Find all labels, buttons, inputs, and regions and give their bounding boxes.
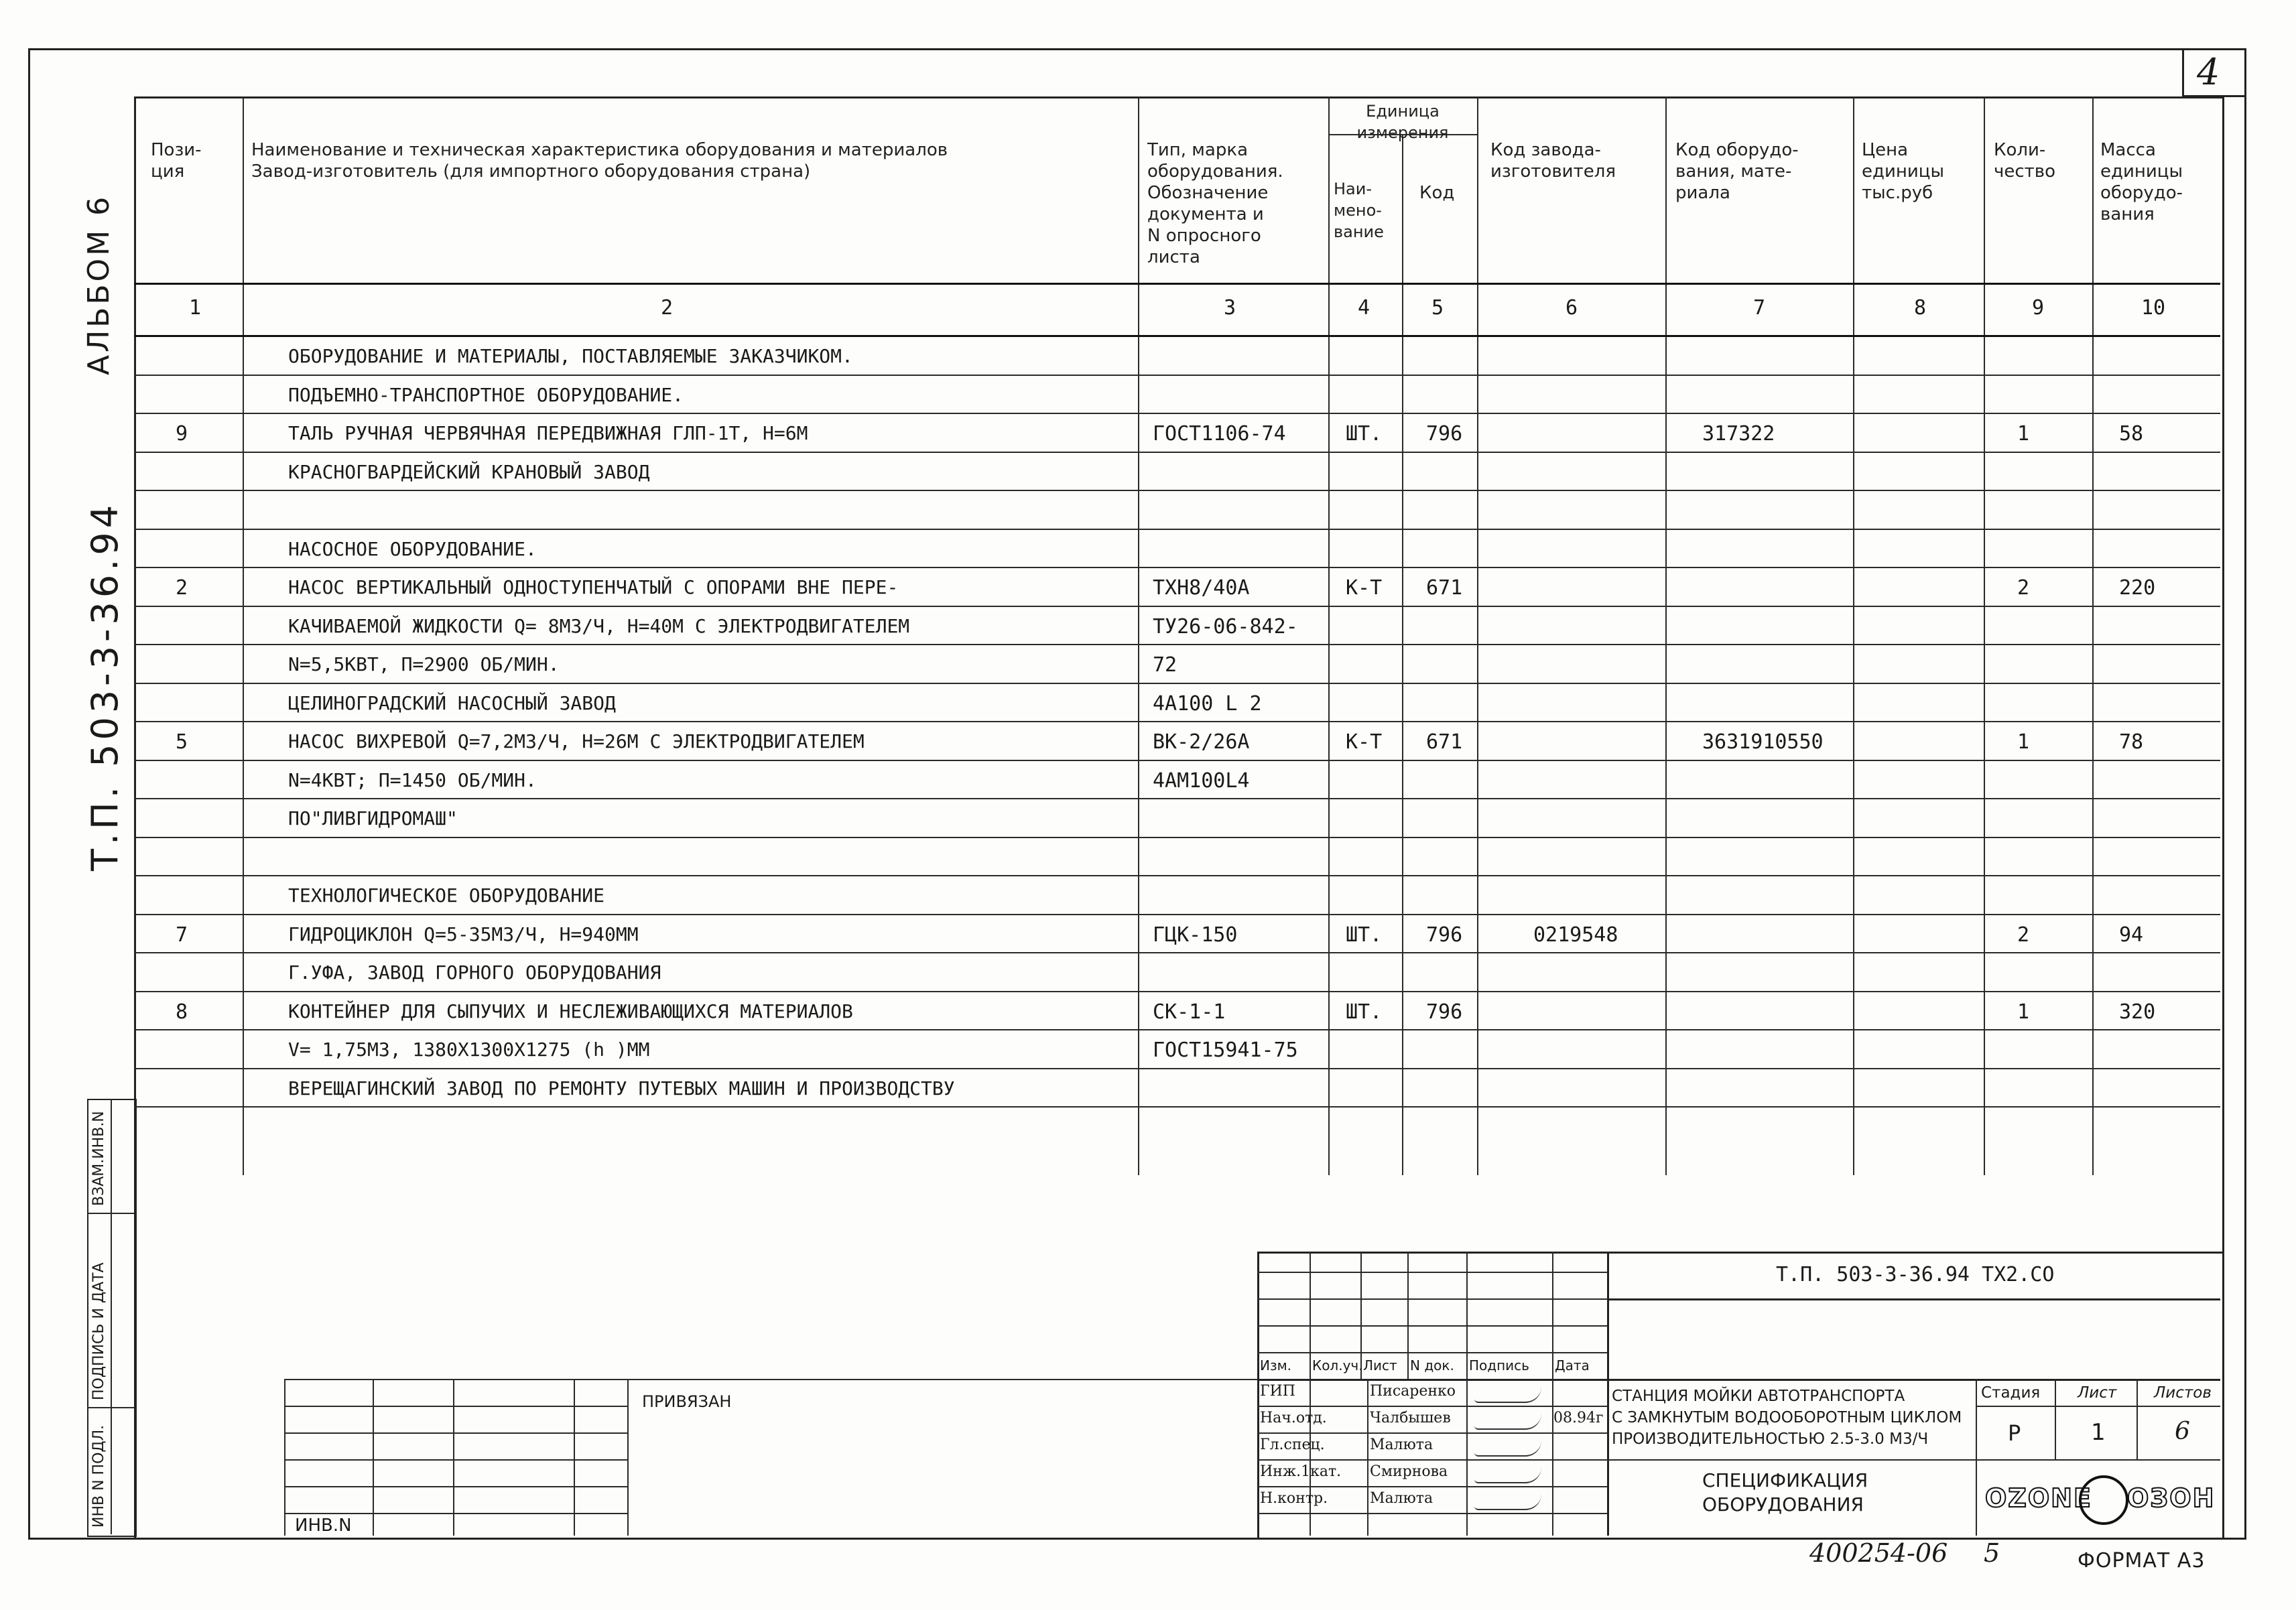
cell-type: ТХН8/40А: [1153, 576, 1250, 600]
cell-name: ТАЛЬ РУЧНАЯ ЧЕРВЯЧНАЯ ПЕРЕДВИЖНАЯ ГЛП-1Т, Н=6М: [288, 422, 808, 444]
table-row: [134, 491, 2220, 530]
doc-title: СПЕЦИФИКАЦИЯ ОБОРУДОВАНИЯ: [1702, 1469, 1868, 1516]
table-row: [134, 915, 2220, 954]
staff-name: Малюта: [1370, 1490, 1433, 1507]
table-row: [134, 414, 2220, 453]
cell-name: ОБОРУДОВАНИЕ И МАТЕРИАЛЫ, ПОСТАВЛЯЕМЫЕ ЗАКАЗЧИКОМ.: [288, 345, 853, 367]
cell-type: ГЦК-150: [1153, 923, 1238, 947]
cell-unit: К-Т: [1346, 730, 1383, 754]
col-num-3: 3: [1224, 296, 1236, 320]
col-num-5: 5: [1431, 296, 1444, 320]
cell-qty: 1: [2017, 422, 2030, 446]
album-label: АЛЬБОМ 6: [82, 194, 116, 375]
staff-name: Малюта: [1370, 1436, 1433, 1453]
header-unit-group: Единица измерения: [1356, 102, 1449, 142]
cell-mass: 94: [2119, 923, 2144, 947]
staff-name: Смирнова: [1370, 1463, 1448, 1480]
table-row: [134, 684, 2220, 723]
cell-name: НАСОС ВИХРЕВОЙ Q=7,2М3/Ч, Н=26М С ЭЛЕКТРОДВИГАТЕЛЕМ: [288, 730, 865, 752]
rev-header-cell: Лист: [1363, 1357, 1397, 1373]
table-row: [134, 1030, 2220, 1069]
col-num-8: 8: [1914, 296, 1927, 320]
table-row: [134, 337, 2220, 376]
cell-name: ЦЕЛИНОГРАДСКИЙ НАСОСНЫЙ ЗАВОД: [288, 691, 616, 714]
staff-role: Инж.1кат.: [1260, 1463, 1342, 1480]
table-row: [134, 376, 2220, 415]
vzam-label: ВЗАМ.ИНВ.N: [90, 1111, 107, 1206]
table-row: [134, 1069, 2220, 1108]
cell-name: Г.УФА, ЗАВОД ГОРНОГО ОБОРУДОВАНИЯ: [288, 961, 661, 984]
cell-name: ГИДРОЦИКЛОН Q=5-35М3/Ч, Н=940ММ: [288, 923, 639, 945]
header-mass: Масса единицы оборудо- вания: [2100, 140, 2183, 224]
header-price: Цена единицы тыс.руб: [1862, 140, 1944, 203]
cell-mass: 78: [2119, 730, 2144, 754]
cell-qty: 2: [2017, 923, 2030, 947]
rev-header-cell: Подпись: [1469, 1357, 1529, 1373]
cell-pos: 2: [176, 576, 188, 600]
cell-name: КАЧИВАЕМОЙ ЖИДКОСТИ Q= 8М3/Ч, Н=40М С ЭЛЕКТРОДВИГАТЕЛЕМ: [288, 614, 910, 637]
col-num-7: 7: [1753, 296, 1766, 320]
staff-role: Н.контр.: [1260, 1490, 1328, 1507]
staff-role: ГИП: [1260, 1383, 1295, 1400]
col-num-9: 9: [2032, 296, 2045, 320]
privyazan-block: [284, 1379, 1257, 1536]
header-unit-name: Наи- мено- вание: [1334, 180, 1384, 241]
cell-name: НАСОСНОЕ ОБОРУДОВАНИЕ.: [288, 537, 537, 560]
table-row: [134, 992, 2220, 1031]
cell-pos: 8: [176, 1000, 188, 1024]
cell-pos: 9: [176, 422, 188, 446]
project-code-label: Т.П. 503-3-36.94: [84, 500, 126, 871]
cell-factory: 0219548: [1533, 923, 1618, 947]
cell-code: 796: [1426, 1000, 1463, 1024]
doc-code: Т.П. 503-3-36.94 ТХ2.СО: [1776, 1263, 2055, 1286]
header-type: Тип, марка оборудования. Обозначение документа и N опросного листа: [1147, 140, 1283, 267]
project-title: СТАНЦИЯ МОЙКИ АВТОТРАНСПОРТА С ЗАМКНУТЫМ ВОДООБОРОТНЫМ ЦИКЛОМ ПРОИЗВОДИТЕЛЬНОСТЬЮ 2.5-3.0 М3/Ч: [1612, 1388, 1962, 1448]
cell-qty: 1: [2017, 1000, 2030, 1024]
cell-type: ТУ26-06-842-: [1153, 614, 1298, 639]
cell-type: 72: [1153, 653, 1177, 677]
cell-type: ГОСТ15941-75: [1153, 1038, 1298, 1062]
inv-n-label: ИНВ.N: [295, 1516, 352, 1536]
cell-name: ПОДЪЕМНО-ТРАНСПОРТНОЕ ОБОРУДОВАНИЕ.: [288, 383, 684, 406]
stage-label: Стадия: [1981, 1384, 2041, 1402]
cell-unit: К-Т: [1346, 576, 1383, 600]
col-num-10: 10: [2141, 296, 2166, 320]
cell-name: V= 1,75М3, 1380Х1300Х1275 (h )ММ: [288, 1038, 650, 1061]
cell-name: НАСОС ВЕРТИКАЛЬНЫЙ ОДНОСТУПЕНЧАТЫЙ С ОПОРАМИ ВНЕ ПЕРЕ-: [288, 576, 899, 598]
rev-header-cell: N док.: [1410, 1357, 1454, 1373]
cell-name: КОНТЕЙНЕР ДЛЯ СЫПУЧИХ И НЕСЛЕЖИВАЮЩИХСЯ МАТЕРИАЛОВ: [288, 1000, 853, 1022]
table-row: [134, 761, 2220, 800]
col-num-6: 6: [1566, 296, 1578, 320]
cell-code: 796: [1426, 923, 1463, 947]
table-row: [134, 838, 2220, 877]
cell-mass: 320: [2119, 1000, 2156, 1024]
cell-pos: 7: [176, 923, 188, 947]
podpis-label: ПОДПИСЬ И ДАТА: [90, 1262, 107, 1400]
table-row: [134, 722, 2220, 761]
col-num-4: 4: [1358, 296, 1370, 320]
col-num-1: 1: [189, 296, 202, 320]
staff-date: 08.94г: [1553, 1410, 1604, 1426]
rev-header-cell: Изм.: [1260, 1357, 1292, 1373]
signature-icon: [1474, 1440, 1541, 1457]
sheets-value: 6: [2175, 1418, 2190, 1445]
cell-name: N=5,5КВТ, П=2900 ОБ/МИН.: [288, 653, 560, 675]
inv-podl-label: ИНВ N ПОДЛ.: [90, 1424, 107, 1528]
cell-code: 796: [1426, 422, 1463, 446]
cell-name: ТЕХНОЛОГИЧЕСКОЕ ОБОРУДОВАНИЕ: [288, 884, 605, 907]
signature-icon: [1474, 1467, 1541, 1483]
cell-qty: 2: [2017, 576, 2030, 600]
cell-mass: 58: [2119, 422, 2144, 446]
signature-icon: [1474, 1494, 1541, 1510]
header-equip-code: Код оборудо- вания, мате- риала: [1675, 140, 1799, 203]
table-row: [134, 876, 2220, 915]
signature-icon: [1474, 1387, 1541, 1403]
header-qty: Коли- чество: [1994, 140, 2056, 182]
table-row: [134, 645, 2220, 684]
cell-mass: 220: [2119, 576, 2156, 600]
header-unit-code: Код: [1419, 183, 1455, 203]
cell-name: ПО"ЛИВГИДРОМАШ": [288, 807, 458, 829]
logo-swirl-icon: [2079, 1475, 2128, 1525]
sheets-label: Листов: [2154, 1384, 2212, 1402]
cell-pos: 5: [176, 730, 188, 754]
table-row: [134, 607, 2220, 646]
cell-name: КРАСНОГВАРДЕЙСКИЙ КРАНОВЫЙ ЗАВОД: [288, 460, 650, 483]
col-num-2: 2: [661, 296, 674, 320]
table-row: [134, 568, 2220, 607]
cell-unit: ШТ.: [1346, 1000, 1383, 1024]
cell-type: 4А100 L 2: [1153, 691, 1262, 716]
cell-equip: 3631910550: [1702, 730, 1824, 754]
stage-value: Р: [2008, 1420, 2021, 1446]
cell-code: 671: [1426, 576, 1463, 600]
header-factory-code: Код завода- изготовителя: [1490, 140, 1616, 182]
cell-type: ВК-2/26А: [1153, 730, 1250, 754]
header-name: Наименование и техническая характеристика оборудования и материалов Завод-изготовитель (для импортного оборудования страна): [251, 140, 948, 182]
handwritten-number: 400254-06: [1809, 1538, 1948, 1568]
table-row: [134, 799, 2220, 838]
page-number: 4: [2197, 51, 2220, 93]
rev-header-cell: Кол.уч.: [1312, 1357, 1363, 1373]
cell-name: ВЕРЕЩАГИНСКИЙ ЗАВОД ПО РЕМОНТУ ПУТЕВЫХ МАШИН И ПРОИЗВОДСТВУ: [288, 1077, 955, 1099]
cell-name: N=4КВТ; П=1450 ОБ/МИН.: [288, 768, 537, 791]
signature-icon: [1474, 1414, 1541, 1430]
staff-role: Гл.спец.: [1260, 1436, 1325, 1453]
cell-unit: ШТ.: [1346, 422, 1383, 446]
table-row: [134, 530, 2220, 569]
format-label: ФОРМАТ А3: [2078, 1549, 2206, 1572]
handwritten-num-5: 5: [1984, 1538, 2000, 1568]
privyazan-label: ПРИВЯЗАН: [642, 1392, 732, 1411]
sheet-value: 1: [2091, 1419, 2106, 1446]
cell-type: СК-1-1: [1153, 1000, 1226, 1024]
cell-type: ГОСТ1106-74: [1153, 422, 1286, 446]
logo-right-text: ОЗОН: [2127, 1483, 2216, 1513]
cell-type: 4АМ100L4: [1153, 768, 1250, 793]
header-pos: Пози- ция: [151, 140, 202, 182]
cell-equip: 317322: [1702, 422, 1775, 446]
logo-left-text: OZONE: [1985, 1483, 2092, 1513]
sheet-label: Лист: [2078, 1384, 2117, 1402]
staff-name: Писаренко: [1370, 1383, 1456, 1400]
table-row: [134, 453, 2220, 492]
table-row: [134, 953, 2220, 992]
ozon-logo: [1985, 1474, 2216, 1521]
staff-name: Чалбышев: [1370, 1410, 1451, 1426]
rev-header-cell: Дата: [1555, 1357, 1590, 1373]
staff-role: Нач.отд.: [1260, 1410, 1327, 1426]
cell-code: 671: [1426, 730, 1463, 754]
cell-qty: 1: [2017, 730, 2030, 754]
cell-unit: ШТ.: [1346, 923, 1383, 947]
